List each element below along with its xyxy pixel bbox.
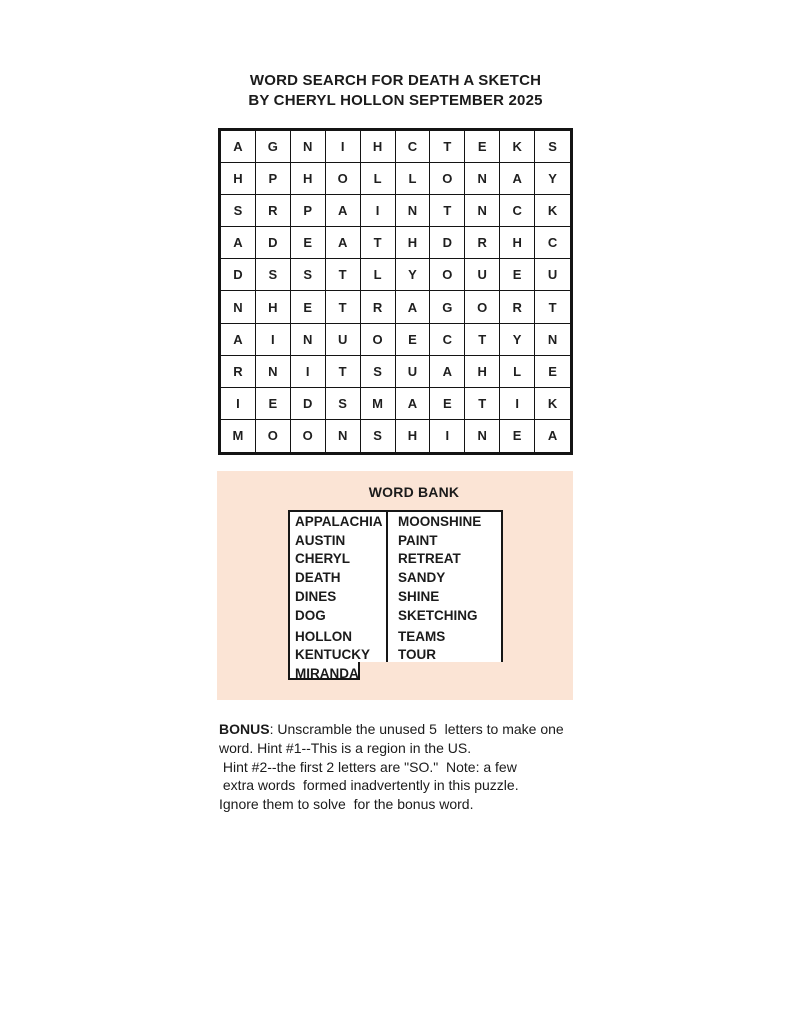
word-bank-word: SANDY: [398, 570, 446, 586]
word-bank-word: TOUR: [398, 647, 437, 663]
grid-cell: M: [361, 388, 396, 420]
grid-cell: A: [221, 227, 256, 259]
grid-cell: N: [256, 356, 291, 388]
grid-cell: D: [221, 259, 256, 291]
grid-cell: U: [465, 259, 500, 291]
grid-cell: N: [465, 163, 500, 195]
word-bank-word: APPALACHIA: [295, 514, 383, 529]
grid-cell: H: [500, 227, 535, 259]
grid-cell: A: [326, 227, 361, 259]
word-bank-word: SKETCHING: [398, 607, 478, 623]
grid-cell: A: [500, 163, 535, 195]
bonus-line-1: [219, 720, 609, 739]
word-bank-right-column: [386, 512, 501, 662]
grid-cell: D: [430, 227, 465, 259]
grid-cell: C: [396, 131, 431, 163]
grid-cell: N: [396, 195, 431, 227]
grid-cell: A: [547, 428, 558, 444]
grid-cell: S: [256, 259, 291, 291]
bonus-section: [219, 720, 609, 814]
grid-cell: H: [291, 163, 326, 195]
word-bank-word: HOLLON: [295, 628, 352, 644]
grid-cell: T: [465, 388, 500, 420]
grid-cell: O: [430, 259, 465, 291]
grid-cell: G: [256, 131, 291, 163]
grid-cell: I: [500, 388, 535, 420]
grid-cell: E: [500, 420, 535, 452]
word-bank-title: WORD BANK: [368, 484, 460, 500]
grid-cell: M: [221, 420, 256, 452]
grid-cell: S: [221, 195, 256, 227]
bonus-line-2: word. Hint #1--This is a region in the US.: [219, 739, 472, 756]
grid-cell: N: [326, 420, 361, 452]
grid-cell: A: [221, 131, 256, 163]
bonus-label: BONUS: [219, 721, 270, 737]
grid-cell: A: [221, 324, 256, 356]
grid-cell: T: [326, 356, 361, 388]
grid-cell: T: [535, 291, 570, 323]
grid-cell: O: [256, 420, 291, 452]
grid-cell: U: [396, 356, 431, 388]
grid-cell: H: [221, 163, 256, 195]
bonus-line-3: Hint #2--the first 2 letters are "SO." Note: a few: [219, 758, 517, 775]
grid-cell: S: [326, 388, 361, 420]
grid-cell: E: [256, 388, 291, 420]
grid-cell: U: [535, 259, 570, 291]
grid-cell: O: [291, 420, 326, 452]
word-bank-word: MOONSHINE: [398, 514, 482, 529]
grid-cell: L: [396, 163, 431, 195]
word-bank-word: KENTUCKY: [295, 647, 371, 663]
word-bank-word: RETREAT: [398, 551, 461, 567]
grid-cell: N: [465, 195, 500, 227]
grid-cell: H: [396, 227, 431, 259]
grid-cell: A: [396, 388, 431, 420]
grid-cell: Y: [535, 163, 570, 195]
grid-cell: R: [361, 291, 396, 323]
grid-cell: R: [221, 356, 256, 388]
grid-cell: T: [430, 131, 465, 163]
grid-cell: C: [500, 195, 535, 227]
grid-cell: I: [291, 356, 326, 388]
bonus-line-1-text: : Unscramble the unused 5 letters to make one: [269, 721, 564, 737]
grid-cell: N: [465, 420, 500, 452]
word-bank-word: DINES: [295, 588, 337, 604]
grid-cell: E: [396, 324, 431, 356]
grid-cell: I: [326, 131, 361, 163]
grid-cell: A: [430, 356, 465, 388]
grid-cell: I: [361, 195, 396, 227]
grid-cell: C: [535, 227, 570, 259]
grid-cell: E: [291, 227, 326, 259]
bonus-line-4: extra words formed inadvertently in this puzzle.: [219, 777, 519, 794]
grid-cell: T: [361, 227, 396, 259]
word-bank-word: PAINT: [398, 532, 438, 548]
grid-cell: E: [291, 291, 326, 323]
word-bank-word: AUSTIN: [295, 532, 346, 548]
grid-cell: D: [256, 227, 291, 259]
grid-cell: N: [291, 324, 326, 356]
word-bank-word: SHINE: [398, 588, 440, 604]
grid-cell: T: [326, 291, 361, 323]
word-bank-word: DOG: [295, 607, 326, 623]
grid-cell: E: [465, 131, 500, 163]
bonus-line-5: Ignore them to solve for the bonus word.: [219, 796, 474, 813]
grid-cell: I: [430, 420, 465, 452]
word-bank-left-column: [290, 512, 386, 682]
grid-cell: R: [465, 227, 500, 259]
grid-cell: C: [430, 324, 465, 356]
grid-cell: P: [291, 195, 326, 227]
grid-cell: L: [361, 163, 396, 195]
grid-cell: T: [326, 259, 361, 291]
grid-cell: T: [430, 195, 465, 227]
grid-cell: Y: [396, 259, 431, 291]
grid-cell: L: [361, 259, 396, 291]
grid-cell: H: [256, 291, 291, 323]
grid-cell: R: [256, 195, 291, 227]
grid-cell: S: [361, 420, 396, 452]
title-line-2: BY CHERYL HOLLON SEPTEMBER 2025: [248, 91, 543, 109]
grid-cell: O: [361, 324, 396, 356]
title-line-1: WORD SEARCH FOR DEATH A SKETCH: [249, 72, 542, 89]
grid-cell: H: [396, 420, 431, 452]
grid-cell: O: [326, 163, 361, 195]
word-search-grid: [218, 128, 573, 455]
grid-cell: N: [221, 291, 256, 323]
grid-cell: I: [221, 388, 256, 420]
word-bank-box: [288, 510, 503, 682]
grid-cell: G: [430, 291, 465, 323]
word-bank-word: TEAMS: [398, 628, 446, 644]
grid-cell: L: [500, 356, 535, 388]
grid-cell: S: [361, 356, 396, 388]
grid-cell: R: [500, 291, 535, 323]
grid-cell: D: [291, 388, 326, 420]
grid-cell: O: [465, 291, 500, 323]
grid-cell: N: [291, 131, 326, 163]
grid-cell: H: [361, 131, 396, 163]
grid-cell: N: [535, 324, 570, 356]
grid-cell: U: [326, 324, 361, 356]
grid-cell: O: [430, 163, 465, 195]
grid-cell: T: [465, 324, 500, 356]
grid-cell: K: [535, 195, 570, 227]
grid-cell: Y: [500, 324, 535, 356]
word-bank-section: [217, 471, 573, 700]
word-bank-word: DEATH: [295, 570, 341, 586]
grid-cell: K: [500, 131, 535, 163]
grid-cell: I: [256, 324, 291, 356]
grid-cell: E: [500, 259, 535, 291]
grid-cell: S: [291, 259, 326, 291]
grid-cell: A: [326, 195, 361, 227]
word-bank-word: MIRANDA: [295, 666, 359, 682]
grid-cell: K: [535, 388, 570, 420]
grid-cell: P: [256, 163, 291, 195]
word-bank-word: CHERYL: [295, 551, 351, 567]
puzzle-title: [0, 71, 791, 110]
grid-cell: S: [535, 131, 570, 163]
grid-cell: H: [465, 356, 500, 388]
grid-cell: E: [535, 356, 570, 388]
grid-cell: A: [396, 291, 431, 323]
grid-cell: E: [430, 388, 465, 420]
